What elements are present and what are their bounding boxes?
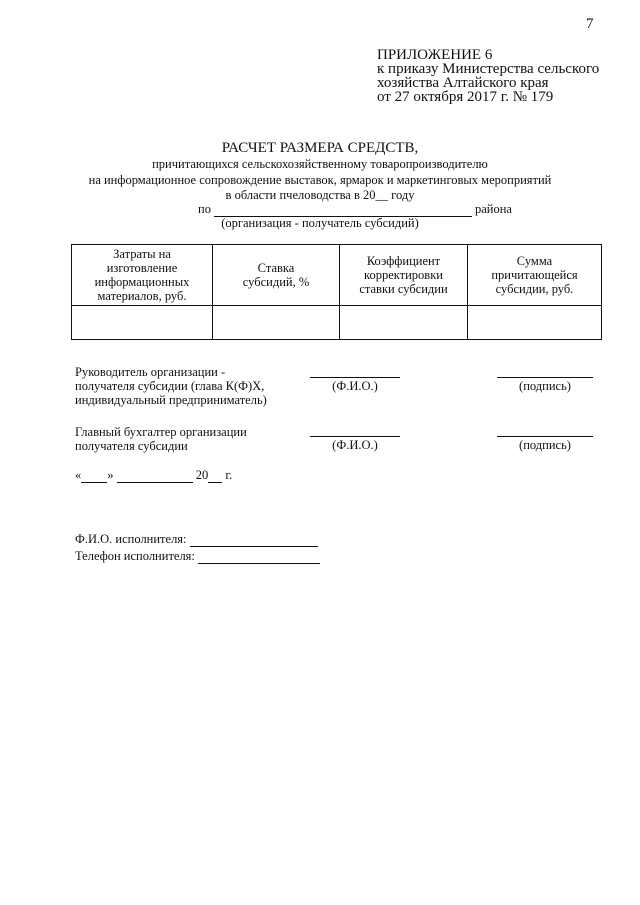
accountant-name-caption: (Ф.И.О.) bbox=[332, 438, 378, 452]
year-prefix: 20 bbox=[195, 468, 209, 482]
year-field[interactable] bbox=[208, 470, 222, 483]
document-subtitle bbox=[0, 157, 640, 204]
header-costs: Затраты на изготовление информационных материалов, руб. bbox=[72, 245, 213, 306]
appendix-block bbox=[377, 48, 599, 104]
subtitle-line-2: на информационное сопровождение выставок, ярмарок и маркетинговых мероприятий bbox=[88, 172, 552, 187]
date-line bbox=[75, 468, 232, 483]
table-header-row bbox=[72, 245, 602, 306]
executor-name-field[interactable] bbox=[190, 534, 318, 547]
month-field[interactable] bbox=[117, 470, 193, 483]
cell-costs[interactable] bbox=[72, 306, 213, 340]
head-sign-caption: (подпись) bbox=[519, 379, 571, 393]
head-signature-label: Руководитель организации - получателя субсидии (глава К(Ф)Х, индивидуальный предприниматель) bbox=[75, 365, 267, 407]
accountant-sign-caption: (подпись) bbox=[519, 438, 571, 452]
subtitle-line-1: причитающихся сельскохозяйственному товаропроизводителю bbox=[152, 157, 488, 171]
cell-amount[interactable] bbox=[468, 306, 602, 340]
accountant-signature-label: Главный бухгалтер организации получателя субсидии bbox=[75, 425, 247, 453]
appendix-ministry-line: хозяйства Алтайского края bbox=[377, 75, 549, 91]
accountant-name-line[interactable] bbox=[310, 436, 400, 437]
date-close-quote: » bbox=[107, 468, 114, 482]
head-name-caption: (Ф.И.О.) bbox=[332, 379, 378, 393]
document-title: РАСЧЕТ РАЗМЕРА СРЕДСТВ, bbox=[221, 140, 419, 156]
district-suffix: района bbox=[474, 202, 512, 216]
header-rate: Ставка субсидий, % bbox=[213, 245, 340, 306]
appendix-title: ПРИЛОЖЕНИЕ 6 bbox=[377, 47, 493, 63]
head-name-line[interactable] bbox=[310, 377, 400, 378]
page-number: 7 bbox=[586, 16, 594, 32]
header-amount: Сумма причитающейся субсидии, руб. bbox=[468, 245, 602, 306]
head-sign-line[interactable] bbox=[497, 377, 593, 378]
subtitle-line-3: в области пчеловодства в 20__ году bbox=[225, 188, 415, 202]
table-row bbox=[72, 306, 602, 340]
district-line bbox=[198, 202, 512, 217]
appendix-order-line: к приказу Министерства сельского bbox=[377, 61, 600, 77]
calculation-table bbox=[71, 244, 602, 340]
organization-caption: (организация - получатель субсидий) bbox=[221, 216, 419, 230]
executor-phone-field[interactable] bbox=[198, 551, 320, 564]
district-prefix: по bbox=[198, 202, 211, 216]
accountant-sign-line[interactable] bbox=[497, 436, 593, 437]
organization-field[interactable] bbox=[214, 203, 472, 217]
header-coefficient: Коэффициент корректировки ставки субсидии bbox=[340, 245, 468, 306]
day-field[interactable] bbox=[81, 470, 107, 483]
executor-name-row bbox=[75, 532, 318, 547]
year-suffix: г. bbox=[225, 468, 233, 482]
cell-rate[interactable] bbox=[213, 306, 340, 340]
executor-phone-label: Телефон исполнителя: bbox=[75, 549, 195, 563]
executor-phone-row bbox=[75, 549, 320, 564]
cell-coefficient[interactable] bbox=[340, 306, 468, 340]
executor-name-label: Ф.И.О. исполнителя: bbox=[75, 532, 187, 546]
date-open-quote: « bbox=[75, 468, 82, 482]
appendix-date-line: от 27 октября 2017 г. № 179 bbox=[377, 89, 554, 105]
